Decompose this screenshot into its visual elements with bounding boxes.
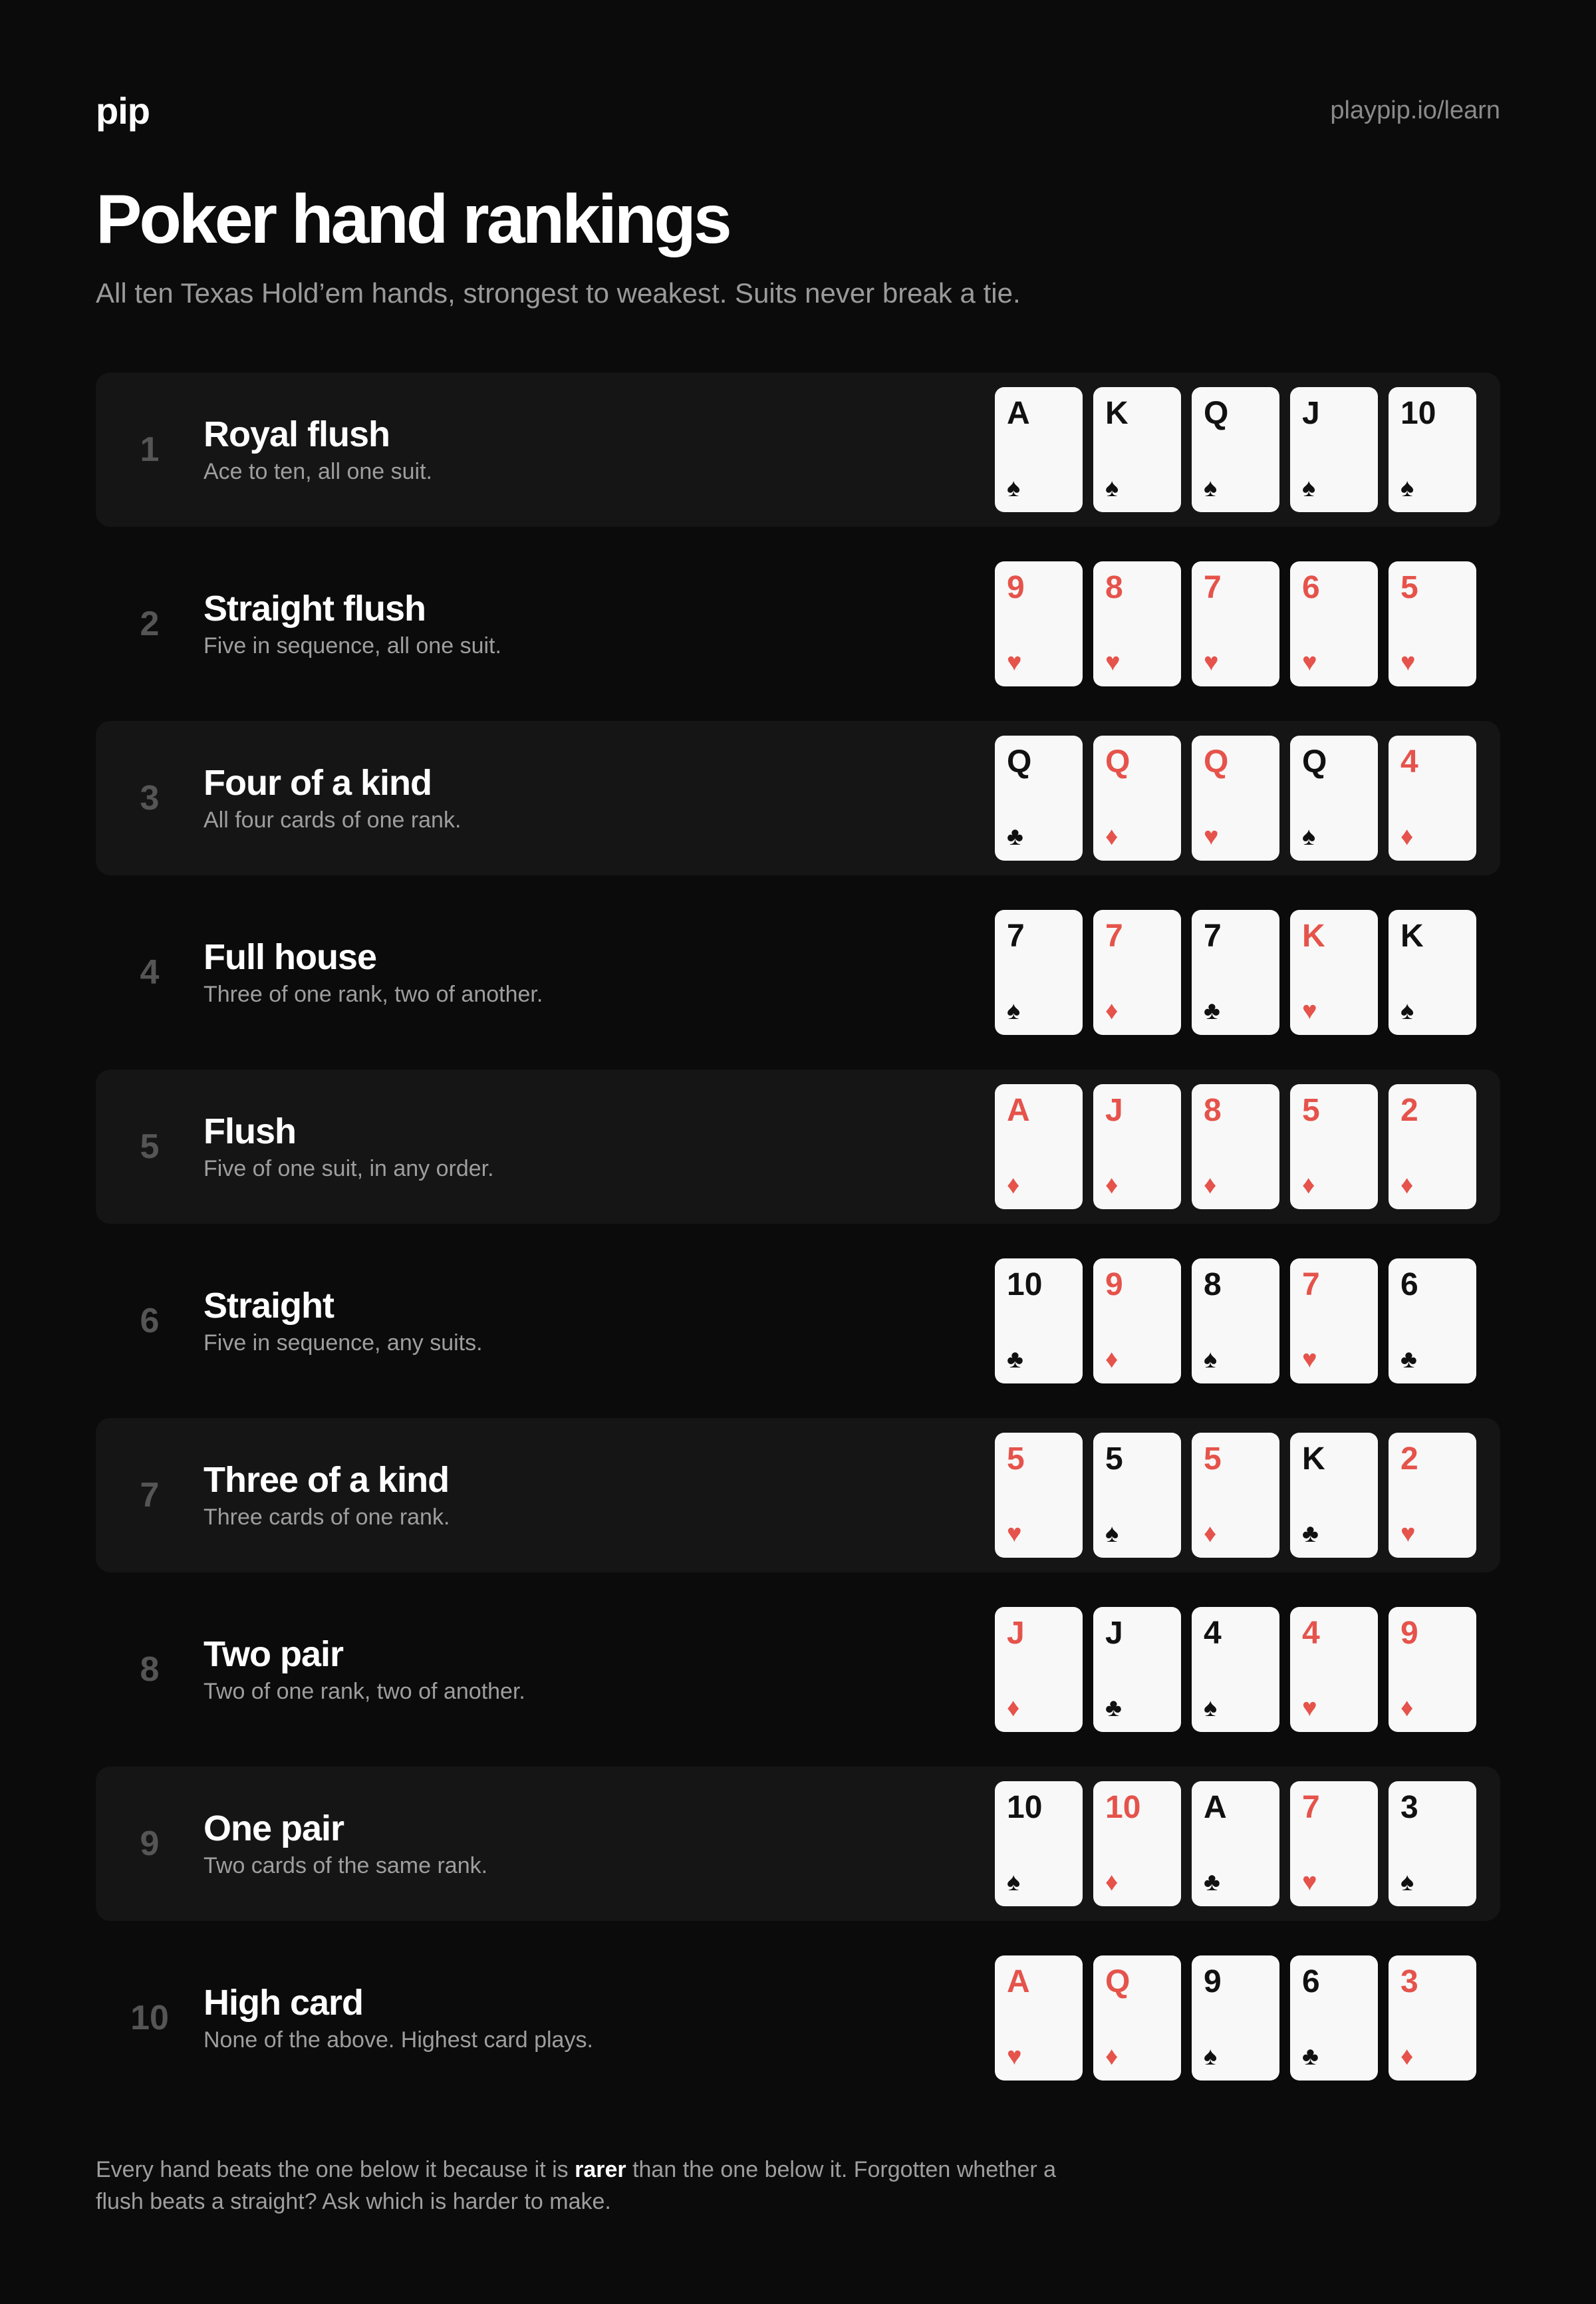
heart-icon: ♥ — [1302, 997, 1317, 1025]
card-rank: Q — [1302, 744, 1327, 780]
spade-icon: ♠ — [1204, 1346, 1218, 1373]
playing-card — [995, 1084, 1083, 1209]
playing-card — [1192, 1084, 1279, 1209]
club-icon: ♣ — [1302, 2043, 1319, 2071]
card-rank: 8 — [1204, 1093, 1222, 1128]
club-icon: ♣ — [1105, 1694, 1122, 1722]
card-rank: 7 — [1302, 1267, 1320, 1302]
spade-icon: ♠ — [1302, 823, 1316, 851]
heart-icon: ♥ — [1302, 1868, 1317, 1896]
hand-row — [96, 1070, 1500, 1224]
playing-card — [995, 1258, 1083, 1383]
hand-description: None of the above. Highest card plays. — [203, 2027, 593, 2053]
playing-card — [995, 561, 1083, 686]
heart-icon: ♥ — [1105, 648, 1121, 676]
card-rank: K — [1400, 919, 1424, 954]
playing-card — [1290, 561, 1378, 686]
hand-text — [203, 1458, 995, 1532]
hand-description: Two of one rank, two of another. — [203, 1679, 525, 1704]
playing-card — [1192, 1258, 1279, 1383]
card-rank: Q — [1105, 744, 1130, 780]
playing-card — [1389, 910, 1476, 1035]
card-rank: 8 — [1105, 570, 1123, 605]
hand-description: Five of one suit, in any order. — [203, 1156, 494, 1181]
hand-cards — [995, 910, 1476, 1035]
card-rank: 5 — [1302, 1093, 1320, 1128]
playing-card — [1290, 1433, 1378, 1558]
footer-emphasis: rarer — [575, 2157, 626, 2182]
hand-cards — [995, 561, 1476, 686]
hand-text — [203, 1632, 995, 1707]
playing-card — [1192, 387, 1279, 512]
playing-card — [1093, 1084, 1181, 1209]
playing-card — [995, 1433, 1083, 1558]
heart-icon: ♥ — [1007, 2043, 1022, 2071]
hand-cards — [995, 1433, 1476, 1558]
heart-icon: ♥ — [1204, 823, 1219, 851]
playing-card — [1192, 1433, 1279, 1558]
hand-text — [203, 587, 995, 661]
playing-card — [1389, 1258, 1476, 1383]
hand-cards — [995, 1084, 1476, 1209]
heart-icon: ♥ — [1400, 648, 1416, 676]
footer-text-after: than the one below it. Forgotten whether a flush beats a straight? Ask which is harder to make. — [96, 2157, 1057, 2214]
card-rank: 9 — [1400, 1616, 1418, 1651]
diamond-icon: ♦ — [1400, 1171, 1414, 1199]
playing-card — [1192, 910, 1279, 1035]
heart-icon: ♥ — [1007, 1520, 1022, 1548]
hand-rankings-list — [96, 372, 1500, 2115]
heart-icon: ♥ — [1400, 1520, 1416, 1548]
hand-name: High card — [203, 1983, 364, 2023]
card-rank: 10 — [1105, 1790, 1141, 1825]
hand-name: Full house — [203, 937, 376, 977]
card-rank: 10 — [1007, 1267, 1043, 1302]
club-icon: ♣ — [1204, 997, 1220, 1025]
card-rank: 3 — [1400, 1964, 1418, 1999]
card-rank: K — [1105, 396, 1129, 431]
playing-card — [995, 387, 1083, 512]
diamond-icon: ♦ — [1007, 1171, 1020, 1199]
card-rank: Q — [1105, 1964, 1130, 1999]
card-rank: 9 — [1007, 570, 1025, 605]
playing-card — [1192, 736, 1279, 861]
card-rank: 7 — [1302, 1790, 1320, 1825]
hand-rank-number: 5 — [140, 1127, 160, 1166]
diamond-icon: ♦ — [1204, 1171, 1217, 1199]
diamond-icon: ♦ — [1400, 2043, 1414, 2071]
hand-text — [203, 1109, 995, 1184]
diamond-icon: ♦ — [1400, 823, 1414, 851]
diamond-icon: ♦ — [1105, 1346, 1119, 1373]
playing-card — [1290, 1955, 1378, 2081]
hand-rank-number: 3 — [140, 779, 160, 817]
site-url-link[interactable]: playpip.io/learn — [1330, 96, 1500, 124]
playing-card — [1192, 1607, 1279, 1732]
hand-rank-number: 2 — [140, 605, 160, 643]
playing-card — [995, 1607, 1083, 1732]
card-rank: A — [1204, 1790, 1227, 1825]
hand-text — [203, 1284, 995, 1358]
card-rank: 4 — [1204, 1616, 1222, 1651]
hand-row — [96, 1592, 1500, 1747]
card-rank: 7 — [1007, 919, 1025, 954]
card-rank: 8 — [1204, 1267, 1222, 1302]
diamond-icon: ♦ — [1400, 1694, 1414, 1722]
spade-icon: ♠ — [1105, 474, 1119, 502]
hand-cards — [995, 387, 1476, 512]
spade-icon: ♠ — [1204, 1694, 1218, 1722]
footer-text-before: Every hand beats the one below it because it is — [96, 2157, 575, 2182]
playing-card — [1389, 1433, 1476, 1558]
hand-name: Royal flush — [203, 414, 390, 454]
card-rank: 7 — [1105, 919, 1123, 954]
playing-card — [1389, 561, 1476, 686]
playing-card — [1389, 1955, 1476, 2081]
hand-description: Five in sequence, any suits. — [203, 1330, 483, 1356]
diamond-icon: ♦ — [1105, 1171, 1119, 1199]
spade-icon: ♠ — [1204, 474, 1218, 502]
hand-row — [96, 1244, 1500, 1398]
spade-icon: ♠ — [1105, 1520, 1119, 1548]
playing-card — [1290, 736, 1378, 861]
hand-name: Flush — [203, 1111, 296, 1151]
card-rank: 6 — [1400, 1267, 1418, 1302]
playing-card — [1192, 1781, 1279, 1906]
top-bar — [96, 85, 1500, 136]
card-rank: Q — [1204, 396, 1229, 431]
hand-description: Ace to ten, all one suit. — [203, 459, 432, 484]
diamond-icon: ♦ — [1204, 1520, 1217, 1548]
spade-icon: ♠ — [1400, 1868, 1414, 1896]
card-rank: 6 — [1302, 1964, 1320, 1999]
card-rank: 3 — [1400, 1790, 1418, 1825]
spade-icon: ♠ — [1302, 474, 1316, 502]
diamond-icon: ♦ — [1105, 823, 1119, 851]
card-rank: Q — [1204, 744, 1229, 780]
hand-row — [96, 547, 1500, 701]
club-icon: ♣ — [1007, 1346, 1023, 1373]
spade-icon: ♠ — [1204, 2043, 1218, 2071]
heart-icon: ♥ — [1302, 1694, 1317, 1722]
hand-description: Five in sequence, all one suit. — [203, 633, 501, 658]
hand-row — [96, 372, 1500, 527]
playing-card — [1192, 1955, 1279, 2081]
diamond-icon: ♦ — [1302, 1171, 1315, 1199]
club-icon: ♣ — [1007, 823, 1023, 851]
card-rank: J — [1105, 1093, 1123, 1128]
card-rank: Q — [1007, 744, 1032, 780]
card-rank: K — [1302, 1441, 1325, 1477]
playing-card — [1290, 1258, 1378, 1383]
playing-card — [1389, 1781, 1476, 1906]
page-title: Poker hand rankings — [96, 181, 730, 258]
card-rank: 5 — [1007, 1441, 1025, 1477]
playing-card — [1389, 1607, 1476, 1732]
card-rank: A — [1007, 1964, 1030, 1999]
card-rank: 6 — [1302, 570, 1320, 605]
card-rank: 7 — [1204, 919, 1222, 954]
playing-card — [1093, 1258, 1181, 1383]
spade-icon: ♠ — [1007, 474, 1021, 502]
hand-description: Two cards of the same rank. — [203, 1853, 488, 1878]
hand-name: One pair — [203, 1808, 344, 1848]
playing-card — [1093, 1607, 1181, 1732]
hand-cards — [995, 1607, 1476, 1732]
card-rank: 4 — [1302, 1616, 1320, 1651]
logo[interactable]: pip — [96, 89, 150, 132]
hand-row — [96, 721, 1500, 875]
club-icon: ♣ — [1204, 1868, 1220, 1896]
card-rank: 9 — [1204, 1964, 1222, 1999]
playing-card — [1093, 910, 1181, 1035]
heart-icon: ♥ — [1302, 1346, 1317, 1373]
playing-card — [1093, 561, 1181, 686]
card-rank: 9 — [1105, 1267, 1123, 1302]
diamond-icon: ♦ — [1105, 1868, 1119, 1896]
club-icon: ♣ — [1302, 1520, 1319, 1548]
playing-card — [1093, 736, 1181, 861]
spade-icon: ♠ — [1400, 997, 1414, 1025]
page-subtitle: All ten Texas Hold’em hands, strongest to weakest. Suits never break a tie. — [96, 277, 1021, 309]
playing-card — [1290, 910, 1378, 1035]
card-rank: 5 — [1204, 1441, 1222, 1477]
spade-icon: ♠ — [1007, 1868, 1021, 1896]
card-rank: J — [1302, 396, 1320, 431]
card-rank: K — [1302, 919, 1325, 954]
hand-description: All four cards of one rank. — [203, 807, 462, 833]
card-rank: 4 — [1400, 744, 1418, 780]
playing-card — [995, 910, 1083, 1035]
playing-card — [1290, 387, 1378, 512]
hand-description: Three cards of one rank. — [203, 1505, 450, 1530]
playing-card — [1093, 1433, 1181, 1558]
hand-text — [203, 761, 995, 835]
hand-cards — [995, 1955, 1476, 2081]
club-icon: ♣ — [1400, 1346, 1417, 1373]
hand-rank-number: 10 — [130, 1999, 169, 2037]
hand-cards — [995, 736, 1476, 861]
hand-rank-number: 6 — [140, 1302, 160, 1340]
hand-cards — [995, 1258, 1476, 1383]
card-rank: A — [1007, 396, 1030, 431]
hand-rank-number: 7 — [140, 1476, 160, 1514]
card-rank: A — [1007, 1093, 1030, 1128]
playing-card — [1290, 1084, 1378, 1209]
hand-rank-number: 1 — [140, 430, 160, 469]
playing-card — [1093, 1781, 1181, 1906]
playing-card — [1093, 387, 1181, 512]
spade-icon: ♠ — [1400, 474, 1414, 502]
hand-row — [96, 895, 1500, 1050]
diamond-icon: ♦ — [1105, 2043, 1119, 2071]
playing-card — [1389, 387, 1476, 512]
card-rank: 2 — [1400, 1093, 1418, 1128]
hand-row — [96, 1767, 1500, 1921]
playing-card — [1290, 1781, 1378, 1906]
card-rank: 2 — [1400, 1441, 1418, 1477]
spade-icon: ♠ — [1007, 997, 1021, 1025]
hand-name: Four of a kind — [203, 763, 432, 803]
playing-card — [1290, 1607, 1378, 1732]
hand-name: Straight flush — [203, 589, 426, 629]
hand-row — [96, 1941, 1500, 2095]
card-rank: J — [1105, 1616, 1123, 1651]
hand-text — [203, 1981, 995, 2055]
diamond-icon: ♦ — [1105, 997, 1119, 1025]
playing-card — [1389, 1084, 1476, 1209]
hand-rank-number: 9 — [140, 1824, 160, 1863]
hand-rank-number: 4 — [140, 953, 160, 992]
card-rank: 10 — [1400, 396, 1436, 431]
playing-card — [995, 736, 1083, 861]
heart-icon: ♥ — [1204, 648, 1219, 676]
hand-name: Straight — [203, 1286, 334, 1326]
card-rank: J — [1007, 1616, 1025, 1651]
hand-cards — [995, 1781, 1476, 1906]
playing-card — [995, 1781, 1083, 1906]
hand-rank-number: 8 — [140, 1650, 160, 1689]
diamond-icon: ♦ — [1007, 1694, 1020, 1722]
heart-icon: ♥ — [1007, 648, 1022, 676]
playing-card — [1192, 561, 1279, 686]
hand-text — [203, 1806, 995, 1881]
playing-card — [1389, 736, 1476, 861]
card-rank: 10 — [1007, 1790, 1043, 1825]
hand-name: Three of a kind — [203, 1460, 450, 1500]
playing-card — [1093, 1955, 1181, 2081]
card-rank: 5 — [1105, 1441, 1123, 1477]
heart-icon: ♥ — [1302, 648, 1317, 676]
playing-card — [995, 1955, 1083, 2081]
card-rank: 7 — [1204, 570, 1222, 605]
hand-row — [96, 1418, 1500, 1572]
footer-note — [96, 2154, 1093, 2218]
hand-text — [203, 935, 995, 1010]
card-rank: 5 — [1400, 570, 1418, 605]
hand-name: Two pair — [203, 1634, 344, 1674]
hand-text — [203, 412, 995, 487]
hand-description: Three of one rank, two of another. — [203, 982, 543, 1007]
